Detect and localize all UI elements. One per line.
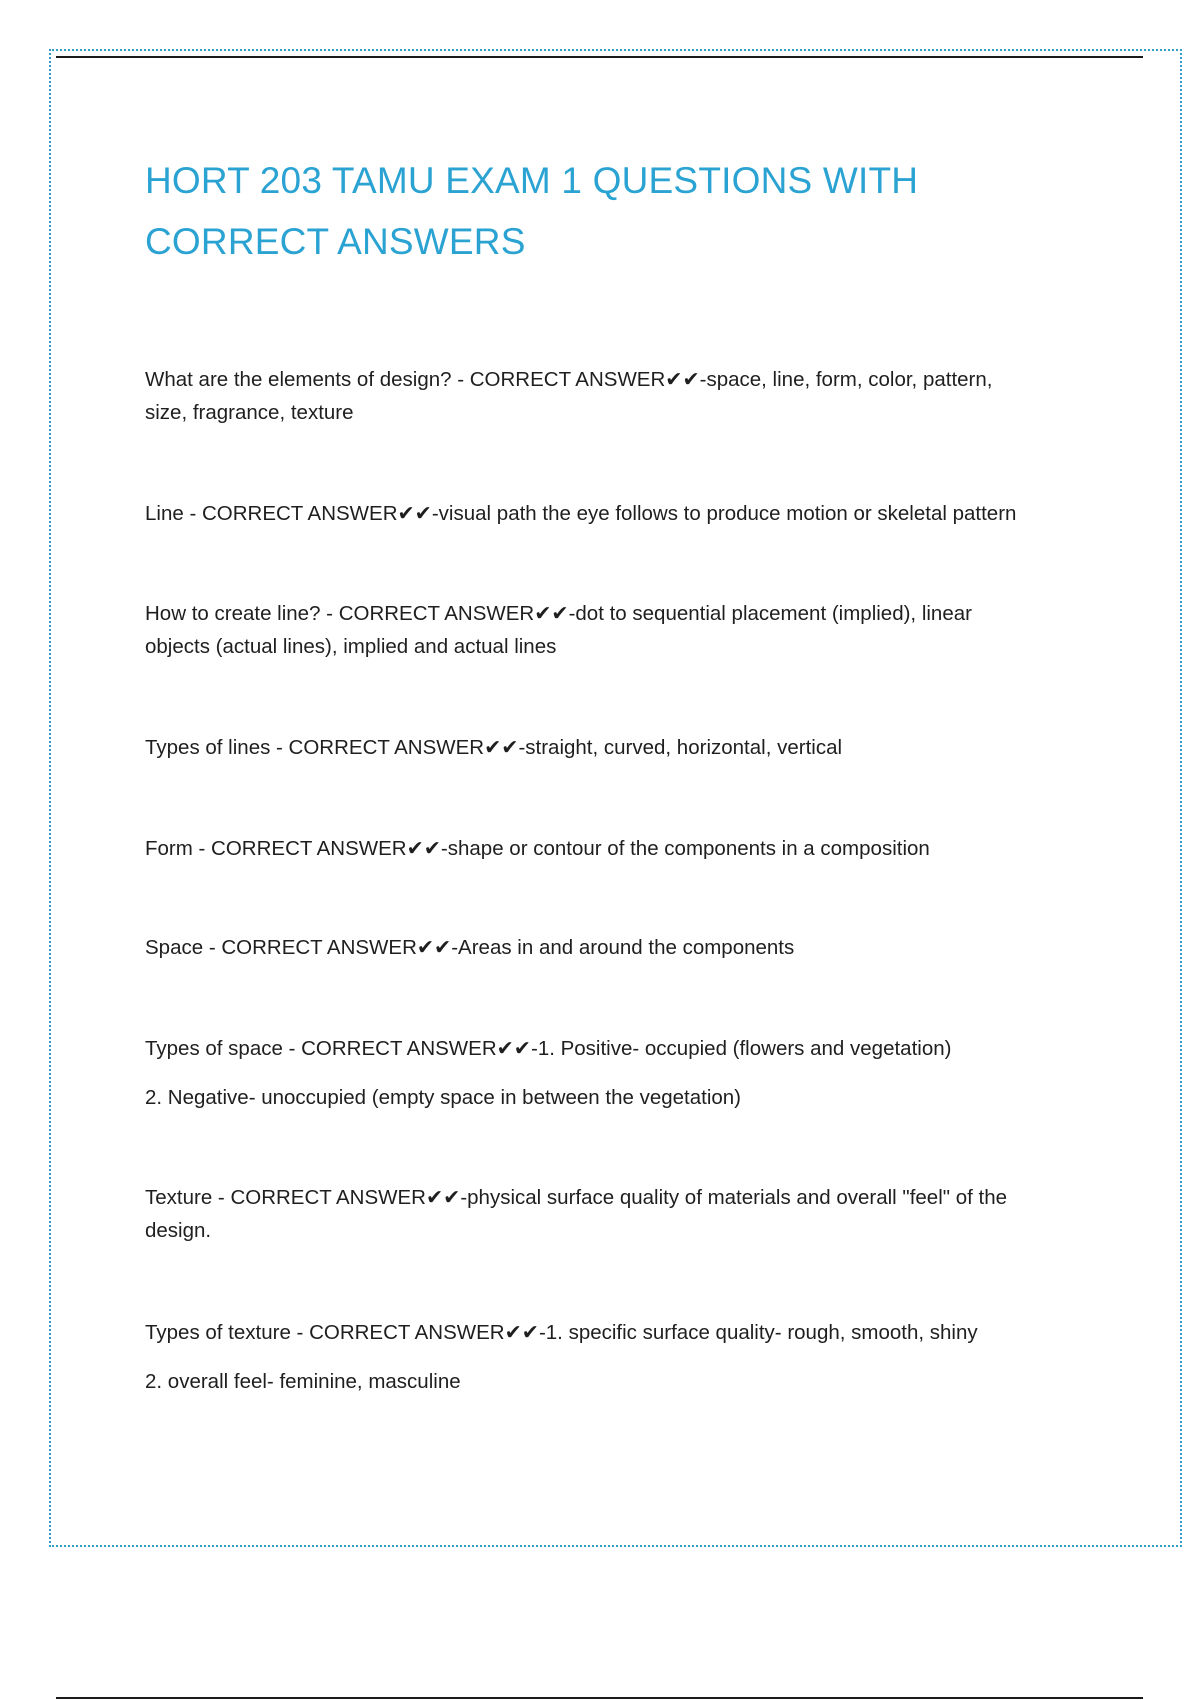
qa-line: Line - CORRECT ANSWER✔✔-visual path the eye follows to produce motion or skeletal pattern [145,502,1017,525]
qa-item-texture [145,1181,1105,1247]
qa-item-types-of-texture [145,1316,1105,1398]
qa-item-create-line [145,597,1105,663]
qa-line: How to create line? - CORRECT ANSWER✔✔-dot to sequential placement (implied), linear [145,602,972,625]
qa-line: design. [145,1219,212,1242]
qa-line: 2. Negative- unoccupied (empty space in between the vegetation) [145,1086,742,1109]
qa-item-types-of-space [145,1032,1105,1114]
document-title [145,150,1045,272]
qa-item-line [145,497,1105,530]
qa-line: Form - CORRECT ANSWER✔✔-shape or contour of the components in a composition [145,837,930,860]
qa-line: 2. overall feel- feminine, masculine [145,1370,461,1393]
qa-line: size, fragrance, texture [145,401,354,424]
qa-line: What are the elements of design? - CORRECT ANSWER✔✔-space, line, form, color, pattern, [145,368,993,391]
qa-item-types-of-lines [145,731,1105,764]
top-divider [56,56,1143,58]
qa-item-elements-of-design [145,363,1105,429]
qa-item-space [145,931,1105,964]
qa-line: Texture - CORRECT ANSWER✔✔-physical surface quality of materials and overall "feel" of the [145,1186,1008,1209]
qa-line: Types of space - CORRECT ANSWER✔✔-1. Positive- occupied (flowers and vegetation) [145,1037,952,1060]
bottom-divider [56,1697,1143,1699]
title-line-2: CORRECT ANSWERS [145,221,526,262]
qa-item-form [145,832,1105,865]
qa-line: Types of texture - CORRECT ANSWER✔✔-1. specific surface quality- rough, smooth, shiny [145,1321,978,1344]
qa-line: Space - CORRECT ANSWER✔✔-Areas in and around the components [145,936,795,959]
title-line-1: HORT 203 TAMU EXAM 1 QUESTIONS WITH [145,160,919,201]
qa-line: objects (actual lines), implied and actual lines [145,635,557,658]
qa-line: Types of lines - CORRECT ANSWER✔✔-straight, curved, horizontal, vertical [145,736,843,759]
